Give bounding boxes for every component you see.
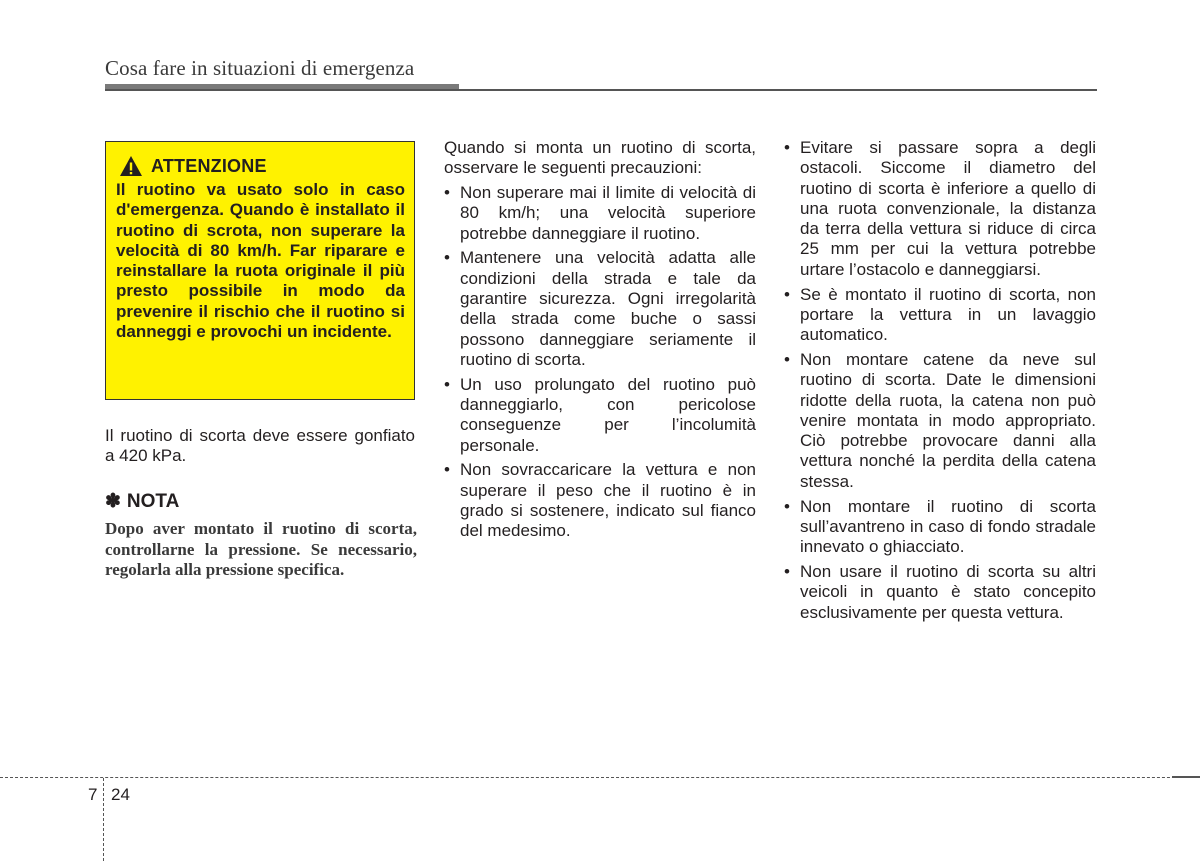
footer-tick <box>1172 776 1200 778</box>
warning-box <box>105 141 415 400</box>
asterisk-icon: ✽ <box>105 491 121 512</box>
nota-text: Dopo aver montato il ruotino di scorta, controllarne la pressione. Se necessario, regolarla alla pressione specifica. <box>105 519 417 580</box>
list-item: • Mantenere una velocità adatta alle condizioni della strada e tale da garantire sicurezza. Ogni irregolarità della strada come buche o sassi possono danneggiare seriamente il ruotino di scorta. <box>444 248 756 369</box>
footer-dashed-line <box>0 777 1200 778</box>
list-item: • Non montare il ruotino di scorta sull’avantreno in caso di fondo stradale innevato o ghiacciato. <box>784 496 1096 557</box>
col2-intro: Quando si monta un ruotino di scorta, osservare le seguenti precauzioni: <box>444 138 756 178</box>
list-item: • Non montare catene da neve sul ruotino di scorta. Date le dimensioni ridotte della ruota, la catena non può venire montata in modo appropriato. Ciò potrebbe provocare danni alla vettura nonché la perdita della catena stessa. <box>784 349 1096 491</box>
list-item: • Non usare il ruotino di scorta su altri veicoli in quanto è stato concepito esclusivamente per questa vettura. <box>784 561 1096 622</box>
nota-heading <box>105 490 179 513</box>
header-title: Cosa fare in situazioni di emergenza <box>105 56 415 80</box>
column-3 <box>784 138 1096 627</box>
inflation-paragraph <box>105 426 415 467</box>
list-item: • Un uso prolungato del ruotino può danneggiarlo, con pericolose conseguenze per l’incolumità personale. <box>444 374 756 455</box>
nota-title: NOTA <box>126 490 180 512</box>
header-bar-thin <box>105 89 1097 91</box>
list-item: • Non sovraccaricare la vettura e non superare il peso che il ruotino è in grado si sostenere, indicato sul fianco del medesimo. <box>444 460 756 541</box>
chapter-number: 7 <box>88 785 98 804</box>
page-number: 24 <box>111 785 130 804</box>
list-item: • Se è montato il ruotino di scorta, non portare la vettura in un lavaggio automatico. <box>784 284 1096 345</box>
col2-bullet-list <box>444 183 756 542</box>
list-item: • Evitare si passare sopra a degli ostacoli. Siccome il diametro del ruotino di scorta è inferiore a quello di una ruota convenzionale, la distanza da terra della vettura si riduce di circa 25 mm per cui la vettura potrebbe urtare l’ostacolo e danneggiarsi. <box>784 138 1096 279</box>
footer-vertical-dashed-line <box>103 778 104 861</box>
list-item: • Non superare mai il limite di velocità di 80 km/h; una velocità superiore potrebbe danneggiare il ruotino. <box>444 183 756 243</box>
warning-text: Il ruotino va usato solo in caso d'emergenza. Quando è installato il ruotino di scrota, non superare la velocità di 80 km/h. Far riparare e reinstallare la ruota originale il più presto possibile in modo da prevenire il rischio che il ruotino si danneggi e provochi un incidente. <box>116 180 405 342</box>
col3-bullet-list <box>784 138 1096 623</box>
column-2 <box>444 138 756 546</box>
warning-head <box>119 155 405 177</box>
warning-triangle-icon <box>119 155 143 177</box>
inflation-text: Il ruotino di scorta deve essere gonfiato a 420 kPa. <box>105 426 415 466</box>
warning-title: ATTENZIONE <box>151 155 267 176</box>
